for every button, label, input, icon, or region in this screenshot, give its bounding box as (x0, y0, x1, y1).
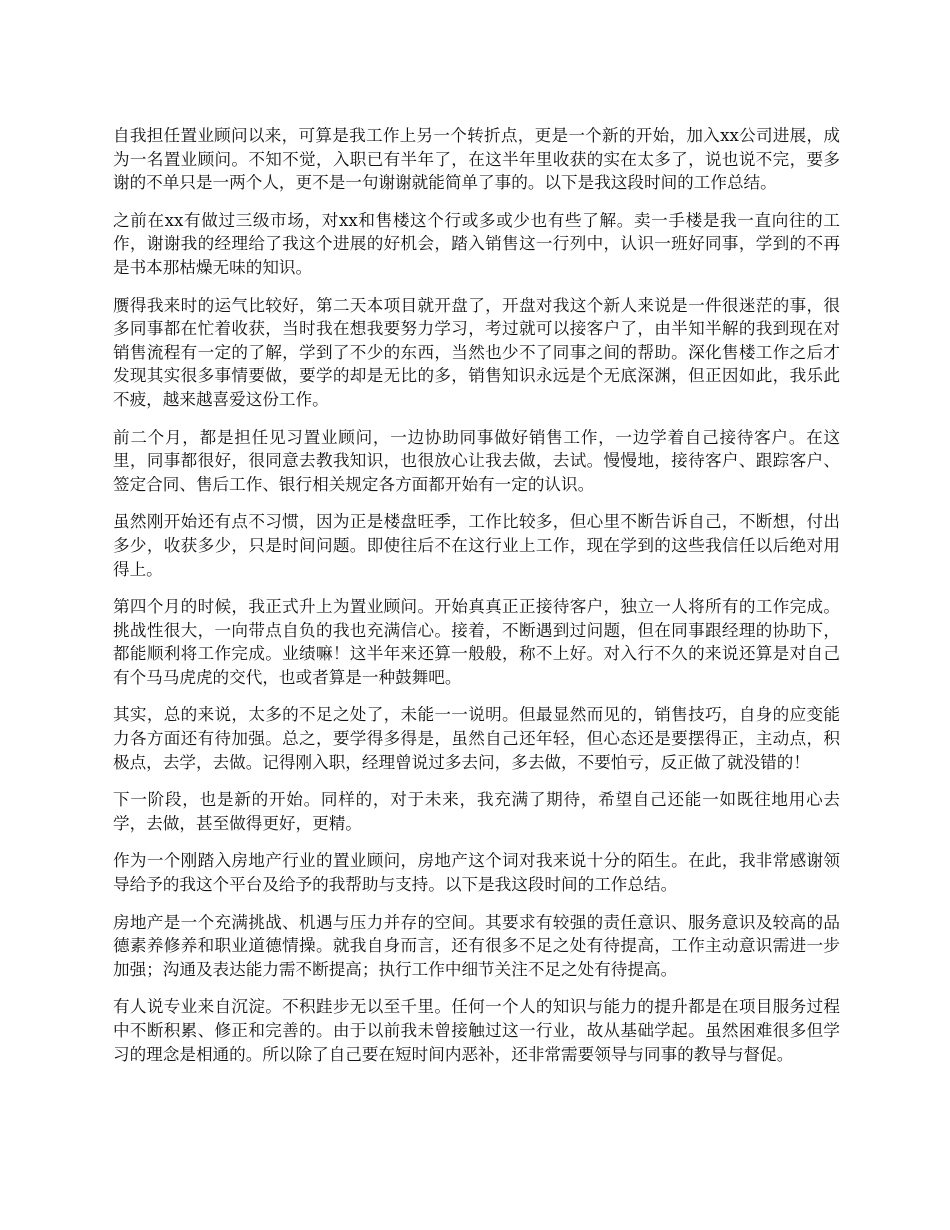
paragraph-11: 有人说专业来自沉淀。不积跬步无以至千里。任何一个人的知识与能力的提升都是在项目服务过程中不断积累、修正和完善的。由于以前我未曾接触过这一行业，故从基础学起。虽然困难很多但学习的理念是相通的。所以除了自己要在短时间内恶补，还非常需要领导与同事的教导与督促。 (113, 997, 840, 1064)
paragraph-4: 前二个月，都是担任见习置业顾问，一边协助同事做好销售工作，一边学着自己接待客户。在这里，同事都很好，很同意去教我知识，也很放心让我去做，去试。慢慢地，接待客户、跟踪客户、签定合同、售后工作、银行相关规定各方面都开始有一定的认识。 (113, 427, 840, 494)
paragraph-8: 下一阶段，也是新的开始。同样的，对于未来，我充满了期待，希望自己还能一如既往地用心去学，去做，甚至做得更好，更精。 (113, 790, 840, 833)
paragraph-7: 其实，总的来说，太多的不足之处了，未能一一说明。但最显然而见的，销售技巧，自身的应变能力各方面还有待加强。总之，要学得多得是，虽然自己还年轻，但心态还是要摆得正，主动点，积极点，去学，去做。记得刚入职，经理曾说过多去问，多去做，不要怕亏，反正做了就没错的！ (113, 705, 840, 772)
paragraph-2: 之前在xx有做过三级市场，对xx和售楼这个行或多或少也有些了解。卖一手楼是我一直向往的工作，谢谢我的经理给了我这个进展的好机会，踏入销售这一行列中，认识一班好同事，学到的不再是书本那枯燥无味的知识。 (113, 210, 840, 277)
paragraph-10: 房地产是一个充满挑战、机遇与压力并存的空间。其要求有较强的责任意识、服务意识及较高的品德素养修养和职业道德情操。就我自身而言，还有很多不足之处有待提高，工作主动意识需进一步加强；沟通及表达能力需不断提高；执行工作中细节关注不足之处有待提高。 (113, 912, 840, 979)
paragraph-5: 虽然刚开始还有点不习惯，因为正是楼盘旺季，工作比较多，但心里不断告诉自己，不断想，付出多少，收获多少，只是时间问题。即使往后不在这行业上工作，现在学到的这些我信任以后绝对用得上。 (113, 512, 840, 579)
paragraph-6: 第四个月的时候，我正式升上为置业顾问。开始真真正正接待客户，独立一人将所有的工作完成。挑战性很大，一向带点自负的我也充满信心。接着，不断遇到过问题，但在同事跟经理的协助下，都能顺利将工作完成。业绩嘛！这半年来还算一般般，称不上好。对入行不久的来说还算是对自己有个马马虎虎的交代，也或者算是一种鼓舞吧。 (113, 597, 840, 687)
paragraph-3: 赝得我来时的运气比较好，第二天本项目就开盘了，开盘对我这个新人来说是一件很迷茫的事，很多同事都在忙着收获，当时我在想我要努力学习，考过就可以接客户了，由半知半解的我到现在对销售流程有一定的了解，学到了不少的东西，当然也少不了同事之间的帮助。深化售楼工作之后才发现其实很多事情要做，要学的却是无比的多，销售知识永远是个无底深渊，但正因如此，我乐此不疲，越来越喜爱这份工作。 (113, 295, 840, 409)
document-page (113, 124, 840, 1080)
paragraph-1: 自我担任置业顾问以来，可算是我工作上另一个转折点，更是一个新的开始，加入xx公司进展，成为一名置业顾问。不知不觉，入职已有半年了，在这半年里收获的实在太多了，说也说不完，要多谢的不单只是一两个人，更不是一句谢谢就能简单了事的。以下是我这段时间的工作总结。 (113, 126, 840, 193)
paragraph-9: 作为一个刚踏入房地产行业的置业顾问，房地产这个词对我来说十分的陌生。在此，我非常感谢领导给予的我这个平台及给予的我帮助与支持。以下是我这段时间的工作总结。 (113, 851, 840, 895)
